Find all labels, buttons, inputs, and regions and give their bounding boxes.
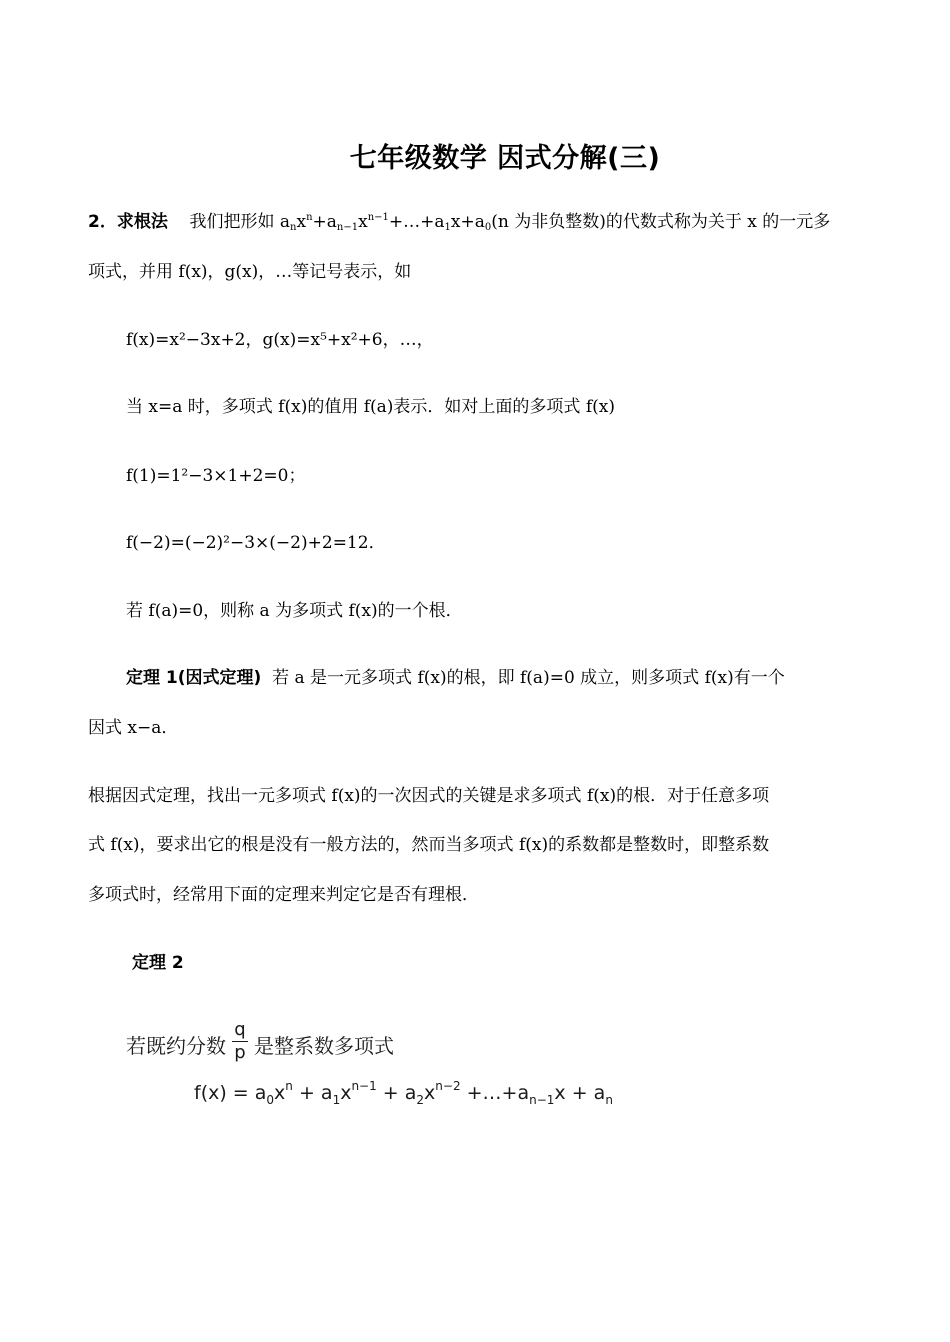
theorem2-label: 定理 2 [132,953,184,973]
example-fg: f(x)=x²−3x+2，g(x)=x⁵+x²+6，…， [126,330,434,350]
example-fm2: f(−2)=(−2)²−3×(−2)+2=12． [126,533,386,553]
example-when: 当 x=a 时，多项式 f(x)的值用 f(a)表示．如对上面的多项式 f(x) [126,397,615,417]
polynomial-formula: $f(x) = a_0x^n + a_1x^{n-1} + a_2x^{n-2}$ $+\dots+a_{n-1}x + a_n$ [194,1079,613,1107]
section-label: 2．求根法 [88,212,168,232]
intro-line-2: 项式，并用 f(x)，g(x)，…等记号表示，如 [88,262,412,282]
intro-text-b: (n 为非负整数)的代数式称为关于 x 的一元多 [491,212,831,232]
root-definition: 若 f(a)=0，则称 a 为多项式 f(x)的一个根． [126,601,463,621]
paragraph-line-2: 式 f(x)，要求出它的根是没有一般方法的，然而当多项式 f(x)的系数都是整数时，即整系数 [88,835,770,855]
formula-lhs: f(x) = a [194,1082,267,1104]
paragraph-line-1: 根据因式定理，找出一元多项式 f(x)的一次因式的关键是求多项式 f(x)的根．对于任意多项 [88,786,770,806]
page-title: 七年级数学 因式分解(三) [349,143,661,174]
fraction-q-over-p [232,1020,248,1063]
theorem2-text-a: 若既约分数 [126,1034,226,1058]
theorem2-text-b: 是整系数多项式 [254,1034,394,1058]
theorem2-formula-image [126,1019,613,1114]
fraction-denominator: p [234,1042,246,1063]
section-intro-line: 2．求根法 我们把形如 $a_nx^n+a_{n-1}x^{n-1}+\dots+a_1x+a_0(n$ 为非负整数)的代数式称为关于 x 的一元多 [88,212,831,233]
theorem1-text-b: 因式 x−a． [88,718,179,738]
theorem1-label: 定理 1(因式定理) [126,668,262,688]
theorem1-line [126,668,785,688]
theorem1-text-a: 若 a 是一元多项式 f(x)的根，即 f(a)=0 成立，则多项式 f(x)有一个 [272,668,785,688]
paragraph-line-3: 多项式时，经常用下面的定理来判定它是否有理根． [88,885,479,905]
fraction-numerator: q [234,1019,246,1040]
example-f1: f(1)=1²−3×1+2=0； [126,466,306,486]
intro-text-a: 我们把形如 a [189,212,291,232]
